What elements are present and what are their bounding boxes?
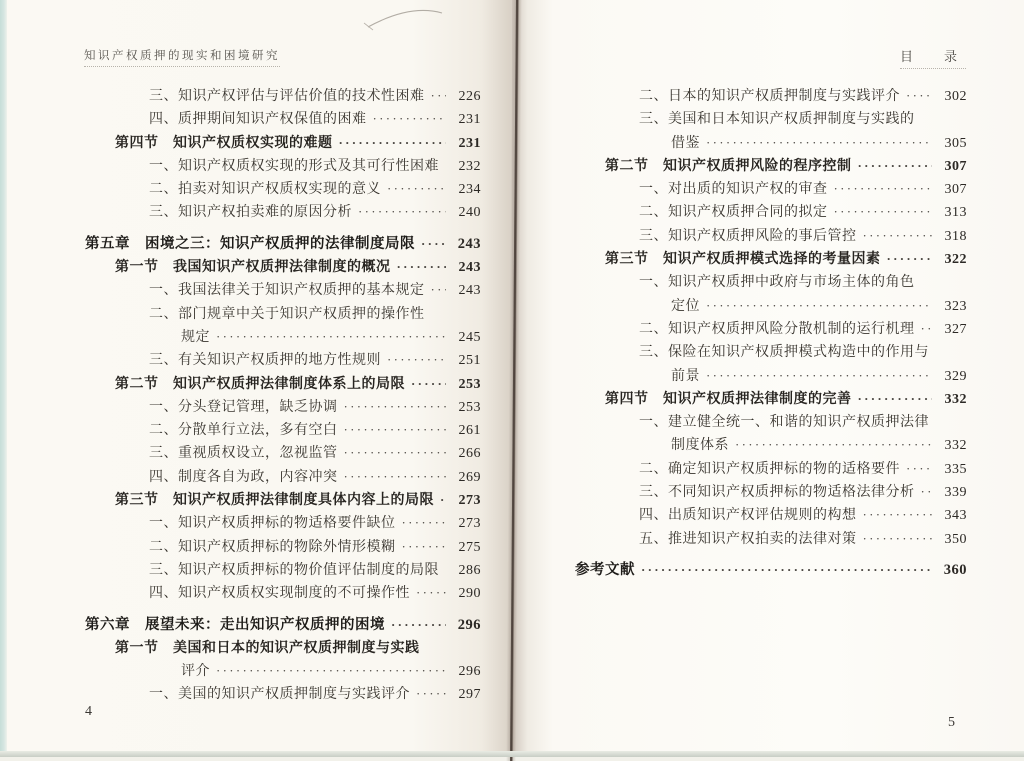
toc-entry-title: 一、美国的知识产权质押制度与实践评介 — [149, 687, 410, 703]
toc-leader-dots — [706, 294, 932, 318]
toc-entry-title: 制度体系 — [671, 438, 729, 454]
toc-entry-page: 275 — [458, 539, 481, 555]
toc-entry-title: 四、质押期间知识产权保值的困难 — [149, 112, 367, 128]
toc-entry — [85, 154, 481, 177]
toc-entry-title: 三、美国和日本知识产权质押制度与实践的 — [639, 112, 915, 128]
toc-entry-title: 二、知识产权质押标的物除外情形模糊 — [149, 539, 396, 555]
toc-leader-dots — [397, 255, 447, 279]
toc-entry — [575, 410, 967, 433]
toc-entry-title: 三、知识产权拍卖难的原因分析 — [149, 205, 352, 221]
toc-entry — [85, 302, 481, 325]
toc-leader-dots — [391, 613, 446, 637]
running-header-left: 知识产权质押的现实和困境研究 — [84, 47, 280, 67]
toc-entry-title: 三、重视质权设立，忽视监管 — [149, 446, 338, 462]
toc-leader-dots — [411, 372, 446, 396]
toc-entry-title: 二、分散单行立法，多有空白 — [149, 423, 338, 439]
toc-entry — [85, 465, 481, 488]
toc-entry — [575, 558, 967, 581]
toc-entry-title: 二、部门规章中关于知识产权质押的操作性 — [149, 306, 425, 322]
toc-leader-dots — [440, 488, 446, 512]
toc-entry — [575, 177, 967, 200]
toc-entry — [575, 480, 967, 503]
toc-entry-title: 第一节 美国和日本的知识产权质押制度与实践 — [115, 640, 420, 656]
toc-leader-dots — [445, 154, 446, 178]
toc-entry-page: 305 — [944, 135, 967, 151]
toc-entry-title: 规定 — [181, 329, 210, 345]
toc-leader-dots — [387, 348, 446, 372]
toc-entry — [575, 154, 967, 177]
toc-leader-dots — [706, 364, 932, 388]
toc-entry-page: 243 — [458, 283, 481, 299]
toc-entry-title: 二、知识产权质押风险分散机制的运行机理 — [639, 321, 915, 337]
toc-entry — [85, 636, 481, 659]
toc-entry-page: 335 — [944, 461, 967, 477]
toc-leader-dots — [887, 247, 933, 271]
toc-entry — [575, 527, 967, 550]
toc-entry-title: 一、我国法律关于知识产权质押的基本规定 — [149, 283, 425, 299]
toc-entry-page: 360 — [943, 561, 967, 578]
toc-entry-title: 第三节 知识产权质押法律制度具体内容上的局限 — [115, 493, 434, 509]
toc-entry-page: 231 — [458, 135, 481, 151]
toc-leader-dots — [344, 465, 447, 489]
toc-leader-dots — [431, 84, 447, 108]
toc-entry-title: 借鉴 — [671, 135, 700, 151]
toc-leader-dots — [863, 224, 933, 248]
toc-entry-page: 332 — [944, 438, 967, 454]
toc-leader-dots — [216, 325, 446, 349]
toc-entry-title: 一、知识产权质押中政府与市场主体的角色 — [639, 275, 915, 291]
toc-entry-title: 第五章 困境之三：知识产权质押的法律制度局限 — [85, 235, 415, 252]
toc-leader-dots — [344, 441, 447, 465]
toc-entry-page: 266 — [458, 446, 481, 462]
toc-entry-title: 二、拍卖对知识产权质权实现的意义 — [149, 182, 381, 198]
toc-entry — [85, 535, 481, 558]
toc-entry-title: 一、知识产权质押标的物适格要件缺位 — [149, 516, 396, 532]
toc-entry — [85, 682, 481, 705]
toc-entry-page: 243 — [457, 235, 481, 252]
running-header-right: 目 录 — [900, 46, 966, 69]
toc-entry-page: 307 — [944, 158, 967, 174]
toc-entry — [575, 84, 967, 107]
page-number-right: 5 — [948, 715, 955, 730]
toc-leader-dots — [358, 200, 446, 224]
toc-leader-dots — [858, 387, 933, 411]
toc-entry-page: 231 — [458, 112, 481, 128]
toc-entry-title: 四、知识产权质权实现制度的不可操作性 — [149, 586, 410, 602]
toc-entry — [575, 503, 967, 526]
toc-entry-title: 定位 — [671, 298, 700, 314]
toc-entry-page: 339 — [944, 485, 967, 501]
toc-entry — [575, 317, 967, 340]
toc-entry-title: 一、建立健全统一、和谐的知识产权质押法律 — [639, 415, 929, 431]
toc-leader-dots — [906, 84, 932, 108]
toc-entry — [575, 224, 967, 247]
toc-entry-page: 261 — [458, 423, 481, 439]
toc-leader-dots — [706, 131, 932, 155]
toc-entry — [85, 511, 481, 534]
toc-entry — [85, 200, 481, 223]
scan-edge-bottom — [0, 751, 1024, 757]
toc-entry-page: 273 — [458, 516, 481, 532]
toc-entry — [575, 457, 967, 480]
toc-entry-title: 一、分头登记管理，缺乏协调 — [149, 399, 338, 415]
toc-entry-page: 232 — [458, 158, 481, 174]
toc-entry-page: 243 — [458, 260, 481, 276]
toc-entry-title: 一、知识产权质权实现的形式及其可行性困难 — [149, 158, 439, 174]
toc-entry-page: 297 — [458, 687, 481, 703]
toc-entry-title: 第二节 知识产权质押法律制度体系上的局限 — [115, 376, 405, 392]
toc-entry-title: 三、知识产权质押标的物价值评估制度的局限 — [149, 562, 439, 578]
toc-entry-page: 307 — [944, 182, 967, 198]
toc-leader-dots — [834, 200, 933, 224]
toc-entry — [85, 107, 481, 130]
page-crease-line — [330, 0, 540, 56]
toc-entry-title: 三、不同知识产权质押标的物适格法律分析 — [639, 485, 915, 501]
toc-entry — [85, 488, 481, 511]
toc-entry-title: 第四节 知识产权质权实现的难题 — [115, 135, 333, 151]
toc-leader-dots — [431, 278, 447, 302]
toc-entry-page: 226 — [458, 89, 481, 104]
toc-leader-dots — [416, 581, 446, 605]
toc-entry-title: 三、保险在知识产权质押模式构造中的作用与 — [639, 345, 929, 361]
toc-left — [85, 84, 481, 706]
toc-entry — [85, 131, 481, 154]
toc-leader-dots — [402, 535, 447, 559]
toc-entry — [85, 278, 481, 301]
toc-entry-page: 290 — [458, 586, 481, 602]
scan-edge-left — [0, 0, 7, 757]
toc-entry-page: 269 — [458, 469, 481, 485]
toc-entry-title: 二、日本的知识产权质押制度与实践评介 — [639, 89, 900, 104]
toc-leader-dots — [906, 457, 932, 481]
toc-entry-page: 323 — [944, 298, 967, 314]
toc-entry — [575, 200, 967, 223]
toc-entry — [85, 348, 481, 371]
toc-entry — [85, 177, 481, 200]
toc-entry — [85, 255, 481, 278]
toc-entry — [575, 270, 967, 293]
toc-entry-title: 第六章 展望未来：走出知识产权质押的困境 — [85, 616, 385, 633]
toc-entry — [85, 418, 481, 441]
toc-entry — [575, 247, 967, 270]
toc-entry-page: 332 — [944, 391, 967, 407]
toc-entry-page: 253 — [458, 376, 481, 392]
toc-entry — [575, 340, 967, 363]
toc-entry-title: 第四节 知识产权质押法律制度的完善 — [605, 391, 852, 407]
toc-leader-dots — [416, 682, 446, 706]
toc-entry-title: 评介 — [181, 664, 210, 680]
toc-entry — [575, 364, 967, 387]
toc-entry — [575, 131, 967, 154]
toc-entry — [575, 387, 967, 410]
toc-entry-title: 四、制度各自为政，内容冲突 — [149, 469, 338, 485]
toc-leader-dots — [858, 154, 933, 178]
toc-entry-title: 第二节 知识产权质押风险的程序控制 — [605, 158, 852, 174]
toc-leader-dots — [421, 232, 446, 256]
toc-leader-dots — [921, 317, 933, 341]
toc-entry-page: 318 — [944, 228, 967, 244]
toc-entry — [85, 613, 481, 636]
toc-entry — [575, 433, 967, 456]
toc-leader-dots — [863, 527, 933, 551]
toc-entry-page: 253 — [458, 399, 481, 415]
toc-entry-title: 二、确定知识产权质押标的物的适格要件 — [639, 461, 900, 477]
toc-entry-page: 322 — [944, 252, 967, 268]
toc-entry — [85, 84, 481, 107]
toc-entry — [85, 558, 481, 581]
toc-entry-page: 302 — [944, 89, 967, 104]
toc-entry-page: 350 — [944, 531, 967, 547]
toc-entry-page: 296 — [458, 664, 481, 680]
toc-entry-title: 三、知识产权评估与评估价值的技术性困难 — [149, 89, 425, 104]
toc-entry-title: 二、知识产权质押合同的拟定 — [639, 205, 828, 221]
toc-right — [575, 84, 967, 581]
toc-entry-page: 251 — [458, 353, 481, 369]
toc-leader-dots — [641, 558, 932, 582]
toc-leader-dots — [387, 177, 446, 201]
toc-entry — [85, 325, 481, 348]
toc-entry-page: 329 — [944, 368, 967, 384]
toc-entry-title: 第一节 我国知识产权质押法律制度的概况 — [115, 260, 391, 276]
toc-leader-dots — [402, 511, 447, 535]
toc-leader-dots — [445, 558, 446, 582]
page-number-left: 4 — [85, 704, 92, 719]
toc-entry-title: 前景 — [671, 368, 700, 384]
toc-entry-page: 296 — [457, 616, 481, 633]
toc-entry-title: 第三节 知识产权质押模式选择的考量因素 — [605, 252, 881, 268]
toc-leader-dots — [344, 418, 447, 442]
toc-leader-dots — [921, 480, 933, 504]
toc-entry — [575, 107, 967, 130]
toc-entry-page: 245 — [458, 329, 481, 345]
toc-entry-title: 一、对出质的知识产权的审查 — [639, 182, 828, 198]
toc-entry-page: 234 — [458, 182, 481, 198]
toc-leader-dots — [373, 107, 447, 131]
toc-entry — [85, 659, 481, 682]
toc-entry-page: 273 — [458, 493, 481, 509]
toc-entry — [85, 232, 481, 255]
toc-entry — [85, 441, 481, 464]
toc-entry-page: 286 — [458, 562, 481, 578]
toc-entry — [85, 581, 481, 604]
toc-entry — [85, 395, 481, 418]
toc-entry-title: 三、有关知识产权质押的地方性规则 — [149, 353, 381, 369]
toc-entry-title: 三、知识产权质押风险的事后管控 — [639, 228, 857, 244]
toc-leader-dots — [863, 503, 933, 527]
toc-leader-dots — [339, 131, 447, 155]
toc-entry — [85, 372, 481, 395]
toc-entry-page: 343 — [944, 508, 967, 524]
toc-entry-title: 参考文献 — [575, 561, 635, 578]
toc-leader-dots — [834, 177, 933, 201]
toc-entry-page: 240 — [458, 205, 481, 221]
toc-entry-page: 313 — [944, 205, 967, 221]
toc-leader-dots — [344, 395, 447, 419]
toc-entry — [575, 294, 967, 317]
toc-entry-title: 四、出质知识产权评估规则的构想 — [639, 508, 857, 524]
toc-leader-dots — [216, 659, 446, 683]
toc-leader-dots — [735, 433, 932, 457]
toc-entry-page: 327 — [944, 321, 967, 337]
toc-entry-title: 五、推进知识产权拍卖的法律对策 — [639, 531, 857, 547]
